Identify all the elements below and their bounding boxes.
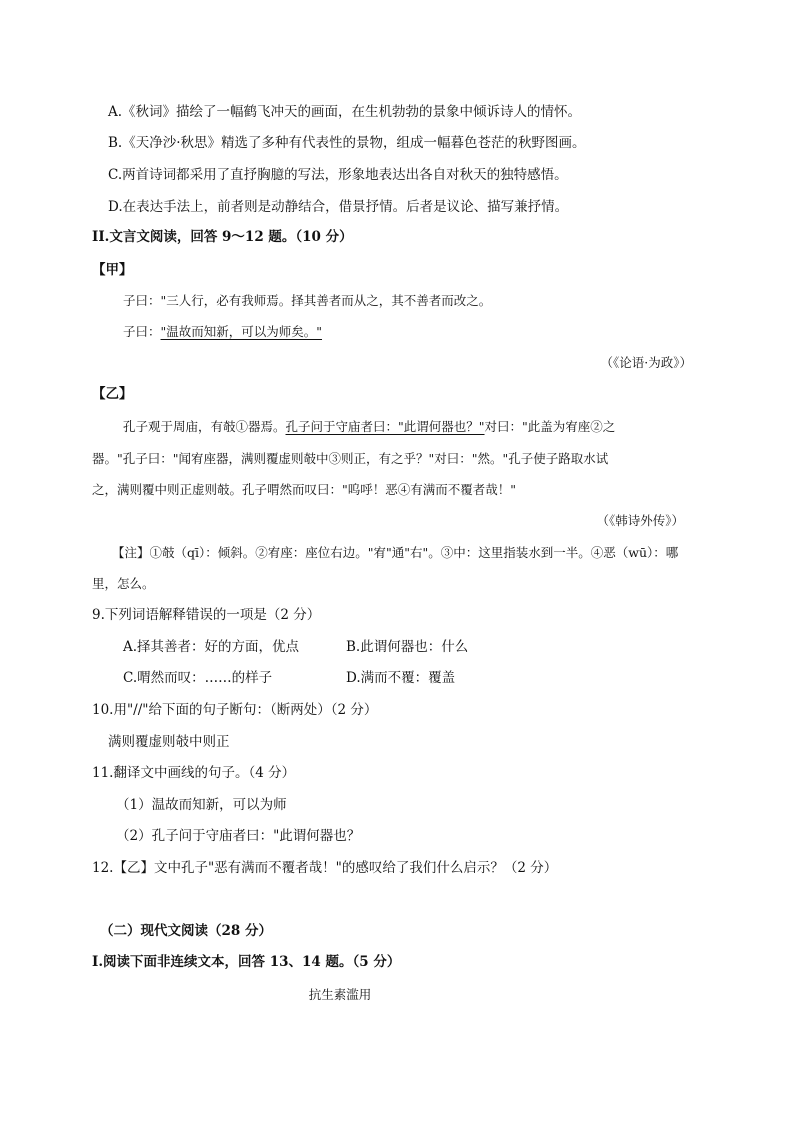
section-heading: II.文言文阅读，回答 9～12 题。（10 分） (92, 229, 353, 245)
jia-line-2-prefix: 子曰： (123, 324, 161, 339)
q8-option-d: D.在表达手法上，前者则是动静结合，借景抒情。后者是议论、描写兼抒情。 (108, 199, 569, 215)
q12-stem: 12.【乙】文中孔子"恶有满而不覆者哉！"的感叹给了我们什么启示？（2 分） (92, 860, 558, 876)
q8-option-b: B.《天净沙·秋思》精选了多种有代表性的景物，组成一幅暮色苍茫的秋野图画。 (108, 135, 586, 151)
q9-option-c: C.喟然而叹：……的样子 (123, 670, 273, 686)
q10-sentence: 满则覆虚则攲中则正 (108, 734, 230, 750)
article-title: 抗生素滥用 (308, 987, 372, 1002)
part2-heading: （二）现代文阅读（28 分） (100, 923, 272, 939)
jia-line-1: 子曰："三人行，必有我师焉。择其善者而从之，其不善者而改之。 (123, 293, 492, 308)
q11-item-2: （2）孔子问于守庙者曰："此谓何器也？ (116, 828, 361, 844)
note-line-2: 里，怎么。 (92, 576, 155, 591)
q9-option-d: D.满而不覆：覆盖 (346, 670, 456, 686)
q8-option-a: A.《秋词》描绘了一幅鹤飞冲天的画面，在生机勃勃的景象中倾诉诗人的情怀。 (108, 104, 582, 120)
yi-label: 【乙】 (92, 386, 133, 402)
q8-option-c: C.两首诗词都采用了直抒胸臆的写法，形象地表达出各自对秋天的独特感悟。 (108, 167, 568, 183)
q10-stem: 10.用"//"给下面的句子断句：（断两处）（2 分） (92, 702, 378, 718)
jia-line-2-underlined: "温故而知新，可以为师矣。" (160, 324, 323, 339)
part2-section1-heading: I.阅读下面非连续文本，回答 13、14 题。（5 分） (92, 954, 401, 970)
yi-line-1-underlined: 孔子问于守庙者曰："此谓何器也？" (285, 419, 485, 434)
jia-line-2 (123, 323, 322, 341)
yi-line-3: 之，满则覆中则正虚则攲。孔子喟然而叹曰："呜呼！恶④有满而不覆者哉！" (92, 482, 517, 497)
note-line-1: 【注】①攲（qī）：倾斜。②宥座：座位右边。"宥"通"右"。③中：这里指装水到一半。④恶（wū）：哪 (112, 545, 679, 560)
yi-source: （《韩诗外传》） (596, 513, 684, 528)
q9-option-b: B.此谓何器也：什么 (346, 639, 469, 655)
jia-label: 【甲】 (92, 262, 133, 278)
yi-line-2: 器。"孔子曰："闻宥座器，满则覆虚则攲中③则正，有之乎？"对曰："然。"孔子使子路取水试 (92, 451, 609, 466)
q11-item-1: （1）温故而知新，可以为师 (116, 797, 287, 813)
jia-source: （《论语·为政》） (600, 355, 692, 370)
yi-line-1-a: 孔子观于周庙，有攲①器焉。 (123, 419, 286, 434)
q11-stem: 11.翻译文中画线的句子。（4 分） (92, 765, 296, 781)
q9-stem: 9.下列词语解释错误的一项是（2 分） (92, 607, 321, 623)
yi-line-1-b: 对曰："此盖为宥座②之 (484, 419, 616, 434)
q9-option-a: A.择其善者：好的方面，优点 (123, 639, 300, 655)
yi-line-1 (123, 418, 615, 436)
